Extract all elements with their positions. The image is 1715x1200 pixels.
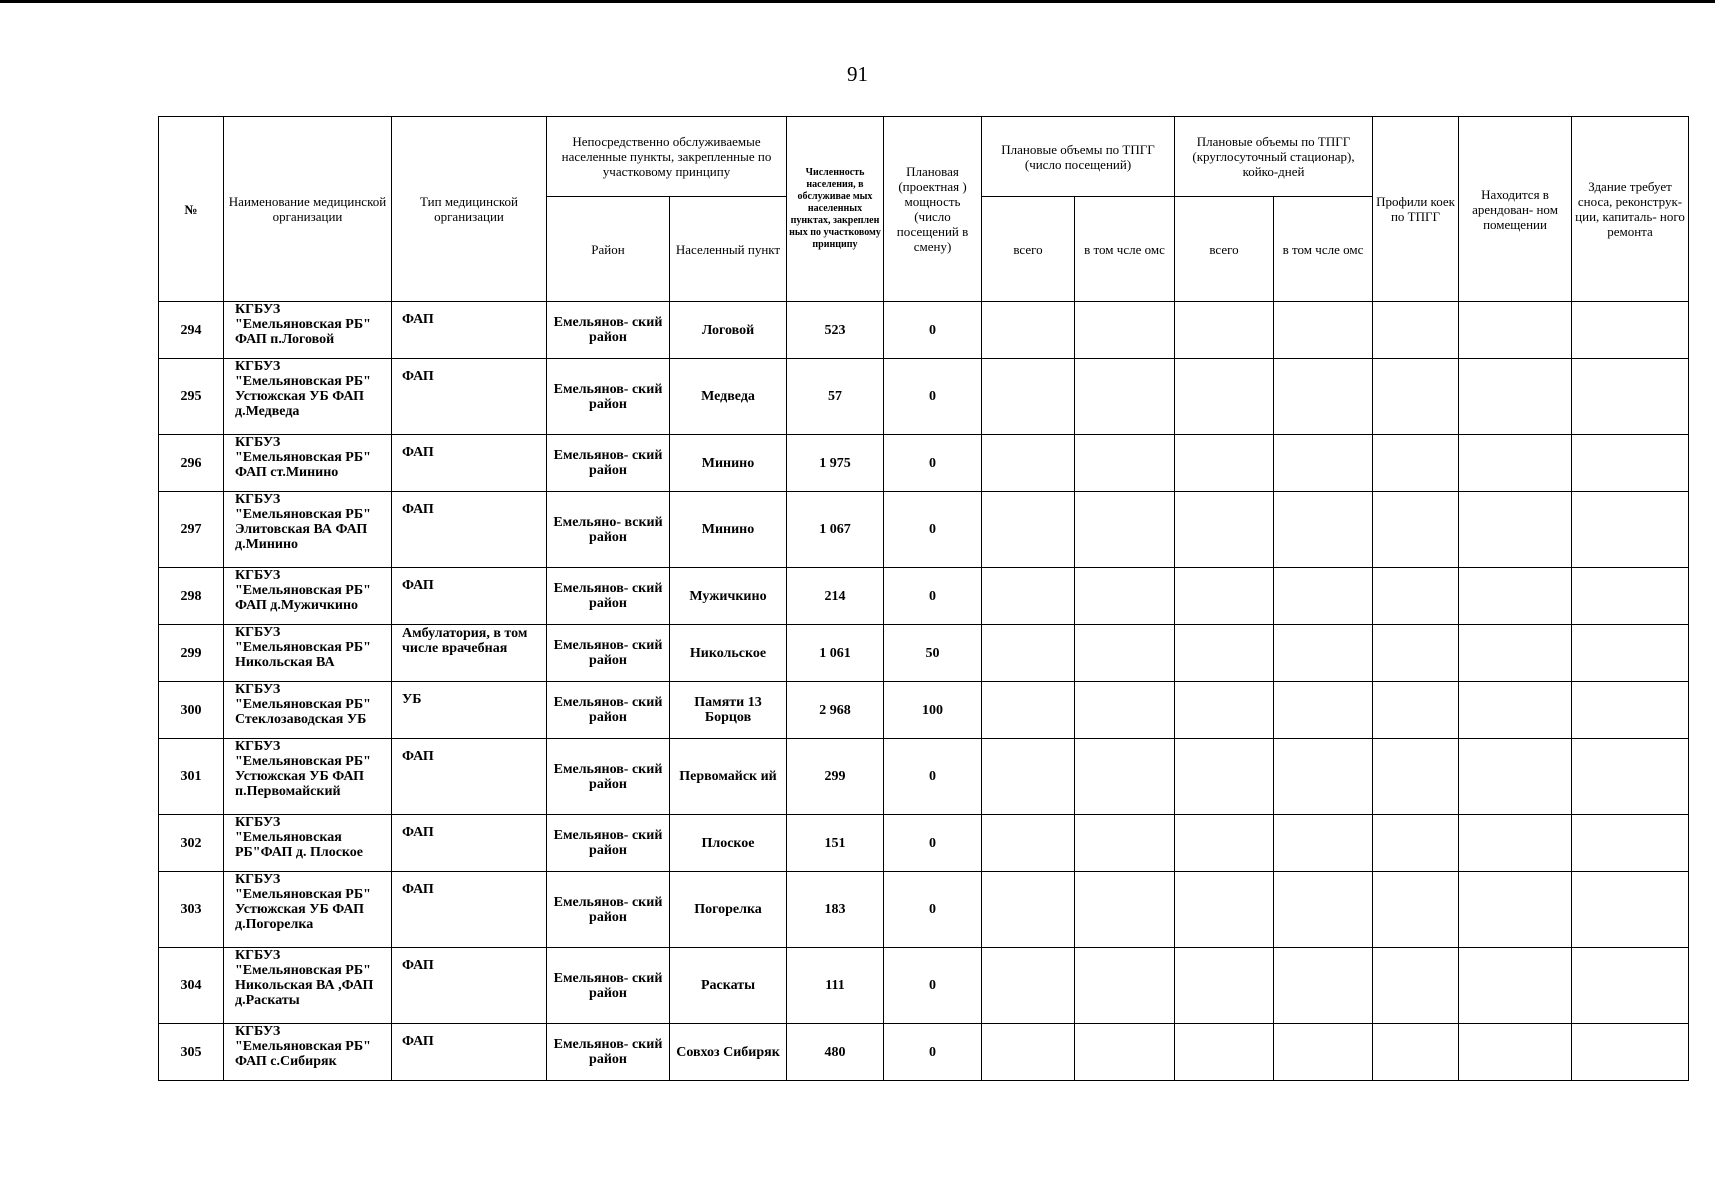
empty-cell — [1075, 359, 1175, 435]
empty-cell — [1075, 1024, 1175, 1081]
population-cell: 299 — [787, 739, 884, 815]
empty-cell — [1274, 492, 1373, 568]
population-cell: 523 — [787, 302, 884, 359]
header-needs-repair: Здание требует сноса, реконструк- ции, капиталь- ного ремонта — [1572, 117, 1689, 302]
empty-cell — [1459, 359, 1572, 435]
settlement-cell: Мужичкино — [670, 568, 787, 625]
empty-cell — [1175, 302, 1274, 359]
table-row — [159, 435, 1689, 492]
row-number: 296 — [159, 435, 224, 492]
empty-cell — [1075, 872, 1175, 948]
empty-cell — [1459, 302, 1572, 359]
empty-cell — [1175, 948, 1274, 1024]
empty-cell — [1373, 625, 1459, 682]
header-no: № — [159, 117, 224, 302]
empty-cell — [1572, 302, 1689, 359]
empty-cell — [1075, 739, 1175, 815]
header-beddays-group: Плановые объемы по ТПГГ (круглосуточный стационар), койко-дней — [1175, 117, 1373, 197]
empty-cell — [982, 435, 1075, 492]
district-cell: Емельянов- ский район — [547, 1024, 670, 1081]
empty-cell — [1572, 625, 1689, 682]
table-row — [159, 492, 1689, 568]
empty-cell — [982, 359, 1075, 435]
table-row — [159, 682, 1689, 739]
empty-cell — [1175, 739, 1274, 815]
district-cell: Емельянов- ский район — [547, 815, 670, 872]
org-name-cell: КГБУЗ "Емельяновская РБ" ФАП с.Сибиряк — [224, 1024, 392, 1081]
population-cell: 183 — [787, 872, 884, 948]
org-type-cell: ФАП — [392, 568, 547, 625]
org-type-cell: ФАП — [392, 739, 547, 815]
empty-cell — [982, 948, 1075, 1024]
settlement-cell: Совхоз Сибиряк — [670, 1024, 787, 1081]
empty-cell — [1175, 435, 1274, 492]
empty-cell — [1274, 435, 1373, 492]
capacity-cell: 0 — [884, 872, 982, 948]
empty-cell — [1075, 948, 1175, 1024]
org-type-cell: ФАП — [392, 435, 547, 492]
empty-cell — [1373, 682, 1459, 739]
header-org-type: Тип медицинской организации — [392, 117, 547, 302]
settlement-cell: Погорелка — [670, 872, 787, 948]
empty-cell — [1274, 1024, 1373, 1081]
settlement-cell: Минино — [670, 435, 787, 492]
empty-cell — [1175, 359, 1274, 435]
header-capacity: Плановая (проектная ) мощность (число посещений в смену) — [884, 117, 982, 302]
page-number: 91 — [847, 62, 868, 86]
table-row — [159, 359, 1689, 435]
org-type-cell: ФАП — [392, 872, 547, 948]
table-row — [159, 1024, 1689, 1081]
capacity-cell: 0 — [884, 739, 982, 815]
org-type-cell: ФАП — [392, 948, 547, 1024]
empty-cell — [1572, 815, 1689, 872]
empty-cell — [1274, 359, 1373, 435]
district-cell: Емельянов- ский район — [547, 948, 670, 1024]
table-row — [159, 302, 1689, 359]
row-number: 303 — [159, 872, 224, 948]
empty-cell — [1075, 815, 1175, 872]
header-visits-oms: в том чсле омс — [1075, 197, 1175, 302]
empty-cell — [1572, 1024, 1689, 1081]
population-cell: 111 — [787, 948, 884, 1024]
empty-cell — [1373, 948, 1459, 1024]
capacity-cell: 0 — [884, 1024, 982, 1081]
capacity-cell: 0 — [884, 568, 982, 625]
empty-cell — [1075, 682, 1175, 739]
medical-organizations-table — [158, 116, 1689, 1081]
population-cell: 480 — [787, 1024, 884, 1081]
district-cell: Емельянов- ский район — [547, 359, 670, 435]
empty-cell — [1459, 568, 1572, 625]
empty-cell — [1373, 815, 1459, 872]
header-row-1 — [159, 117, 1689, 197]
empty-cell — [1373, 359, 1459, 435]
empty-cell — [1373, 739, 1459, 815]
empty-cell — [982, 872, 1075, 948]
empty-cell — [1274, 872, 1373, 948]
population-cell: 57 — [787, 359, 884, 435]
empty-cell — [1459, 739, 1572, 815]
empty-cell — [1274, 682, 1373, 739]
empty-cell — [982, 1024, 1075, 1081]
empty-cell — [982, 492, 1075, 568]
org-name-cell: КГБУЗ "Емельяновская РБ" Устюжская УБ ФАП д.Медведа — [224, 359, 392, 435]
capacity-cell: 0 — [884, 359, 982, 435]
org-name-cell: КГБУЗ "Емельяновская РБ"ФАП д. Плоское — [224, 815, 392, 872]
empty-cell — [1373, 1024, 1459, 1081]
org-name-cell: КГБУЗ "Емельяновская РБ" ФАП д.Мужичкино — [224, 568, 392, 625]
capacity-cell: 0 — [884, 815, 982, 872]
empty-cell — [1175, 815, 1274, 872]
header-visits-group: Плановые объемы по ТПГГ (число посещений) — [982, 117, 1175, 197]
population-cell: 1 067 — [787, 492, 884, 568]
header-population: Численность населения, в обслуживае мых населенных пунктах, закреплен ных по участковому принципу — [787, 117, 884, 302]
empty-cell — [1459, 625, 1572, 682]
empty-cell — [982, 302, 1075, 359]
capacity-cell: 50 — [884, 625, 982, 682]
empty-cell — [1175, 568, 1274, 625]
table-row — [159, 568, 1689, 625]
empty-cell — [1459, 948, 1572, 1024]
settlement-cell: Первомайск ий — [670, 739, 787, 815]
org-type-cell: ФАП — [392, 302, 547, 359]
population-cell: 214 — [787, 568, 884, 625]
empty-cell — [982, 682, 1075, 739]
population-cell: 1 975 — [787, 435, 884, 492]
population-cell: 1 061 — [787, 625, 884, 682]
settlement-cell: Раскаты — [670, 948, 787, 1024]
empty-cell — [1075, 568, 1175, 625]
org-type-cell: Амбулатория, в том числе врачебная — [392, 625, 547, 682]
header-beddays-oms: в том чсле омс — [1274, 197, 1373, 302]
empty-cell — [1572, 872, 1689, 948]
empty-cell — [1459, 815, 1572, 872]
empty-cell — [1175, 1024, 1274, 1081]
empty-cell — [1459, 435, 1572, 492]
capacity-cell: 100 — [884, 682, 982, 739]
row-number: 294 — [159, 302, 224, 359]
org-name-cell: КГБУЗ "Емельяновская РБ" Никольская ВА — [224, 625, 392, 682]
row-number: 304 — [159, 948, 224, 1024]
org-name-cell: КГБУЗ "Емельяновская РБ" Элитовская ВА ФАП д.Минино — [224, 492, 392, 568]
header-org-name: Наименование медицинской организации — [224, 117, 392, 302]
header-visits-total: всего — [982, 197, 1075, 302]
empty-cell — [1373, 435, 1459, 492]
row-number: 305 — [159, 1024, 224, 1081]
empty-cell — [1075, 625, 1175, 682]
empty-cell — [982, 815, 1075, 872]
table-row — [159, 948, 1689, 1024]
capacity-cell: 0 — [884, 302, 982, 359]
empty-cell — [1459, 872, 1572, 948]
empty-cell — [1572, 739, 1689, 815]
row-number: 297 — [159, 492, 224, 568]
settlement-cell: Медведа — [670, 359, 787, 435]
empty-cell — [1572, 568, 1689, 625]
empty-cell — [1572, 435, 1689, 492]
empty-cell — [1459, 1024, 1572, 1081]
empty-cell — [1373, 568, 1459, 625]
population-cell: 2 968 — [787, 682, 884, 739]
district-cell: Емельянов- ский район — [547, 625, 670, 682]
district-cell: Емельянов- ский район — [547, 302, 670, 359]
row-number: 300 — [159, 682, 224, 739]
empty-cell — [1373, 302, 1459, 359]
header-district: Район — [547, 197, 670, 302]
org-name-cell: КГБУЗ "Емельяновская РБ" Стеклозаводская УБ — [224, 682, 392, 739]
org-type-cell: ФАП — [392, 492, 547, 568]
empty-cell — [1175, 492, 1274, 568]
district-cell: Емельянов- ский район — [547, 435, 670, 492]
empty-cell — [982, 739, 1075, 815]
settlement-cell: Памяти 13 Борцов — [670, 682, 787, 739]
org-name-cell: КГБУЗ "Емельяновская РБ" ФАП п.Логовой — [224, 302, 392, 359]
org-name-cell: КГБУЗ "Емельяновская РБ" ФАП ст.Минино — [224, 435, 392, 492]
empty-cell — [1075, 492, 1175, 568]
empty-cell — [982, 568, 1075, 625]
empty-cell — [1274, 568, 1373, 625]
district-cell: Емельянов- ский район — [547, 739, 670, 815]
district-cell: Емельянов- ский район — [547, 568, 670, 625]
empty-cell — [1572, 359, 1689, 435]
org-type-cell: ФАП — [392, 1024, 547, 1081]
empty-cell — [1175, 625, 1274, 682]
row-number: 299 — [159, 625, 224, 682]
table-row — [159, 625, 1689, 682]
row-number: 302 — [159, 815, 224, 872]
empty-cell — [1175, 682, 1274, 739]
org-type-cell: ФАП — [392, 359, 547, 435]
header-settlement: Населенный пункт — [670, 197, 787, 302]
population-cell: 151 — [787, 815, 884, 872]
header-settlements-group: Непосредственно обслуживаемые населенные пункты, закрепленные по участковому принципу — [547, 117, 787, 197]
empty-cell — [1373, 492, 1459, 568]
org-type-cell: УБ — [392, 682, 547, 739]
district-cell: Емельянов- ский район — [547, 872, 670, 948]
table-row — [159, 815, 1689, 872]
capacity-cell: 0 — [884, 948, 982, 1024]
district-cell: Емельянов- ский район — [547, 682, 670, 739]
org-name-cell: КГБУЗ "Емельяновская РБ" Устюжская УБ ФАП д.Погорелка — [224, 872, 392, 948]
header-rented: Находится в арендован- ном помещении — [1459, 117, 1572, 302]
top-border-line — [0, 0, 1715, 3]
row-number: 298 — [159, 568, 224, 625]
capacity-cell: 0 — [884, 492, 982, 568]
empty-cell — [1274, 302, 1373, 359]
header-bed-profiles: Профили коек по ТПГГ — [1373, 117, 1459, 302]
row-number: 301 — [159, 739, 224, 815]
empty-cell — [1572, 682, 1689, 739]
capacity-cell: 0 — [884, 435, 982, 492]
empty-cell — [1175, 872, 1274, 948]
empty-cell — [1274, 739, 1373, 815]
empty-cell — [1459, 492, 1572, 568]
table-row — [159, 739, 1689, 815]
header-beddays-total: всего — [1175, 197, 1274, 302]
empty-cell — [1373, 872, 1459, 948]
empty-cell — [1274, 815, 1373, 872]
settlement-cell: Никольское — [670, 625, 787, 682]
empty-cell — [1459, 682, 1572, 739]
district-cell: Емельяно- вский район — [547, 492, 670, 568]
row-number: 295 — [159, 359, 224, 435]
empty-cell — [1572, 948, 1689, 1024]
org-name-cell: КГБУЗ "Емельяновская РБ" Никольская ВА ,ФАП д.Раскаты — [224, 948, 392, 1024]
org-type-cell: ФАП — [392, 815, 547, 872]
settlement-cell: Плоское — [670, 815, 787, 872]
empty-cell — [1274, 948, 1373, 1024]
org-name-cell: КГБУЗ "Емельяновская РБ" Устюжская УБ ФАП п.Первомайский — [224, 739, 392, 815]
empty-cell — [1075, 435, 1175, 492]
empty-cell — [982, 625, 1075, 682]
settlement-cell: Минино — [670, 492, 787, 568]
empty-cell — [1274, 625, 1373, 682]
settlement-cell: Логовой — [670, 302, 787, 359]
table-row — [159, 872, 1689, 948]
empty-cell — [1572, 492, 1689, 568]
empty-cell — [1075, 302, 1175, 359]
